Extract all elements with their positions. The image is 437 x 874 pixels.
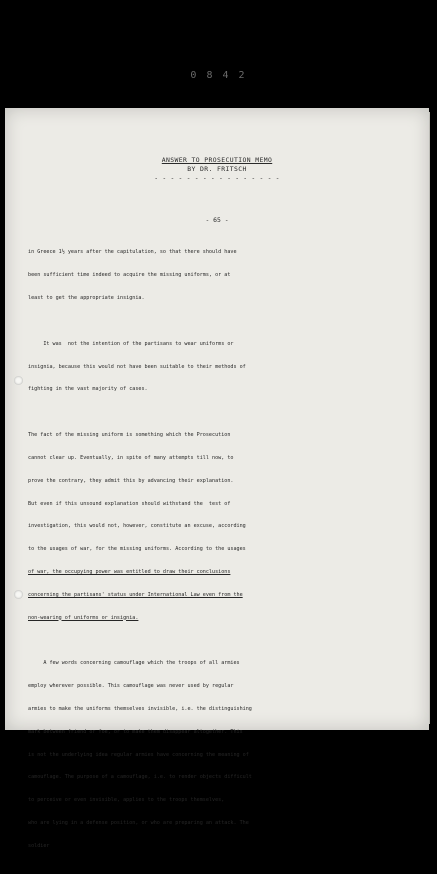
header-author: BY DR. FRITSCH [187,165,247,173]
header-title: ANSWER TO PROSECUTION MEMO [161,156,273,164]
text-line: to the usages of war, for the missing uniforms. According to the usages [28,546,246,553]
text-line: insignia, because this would not have been suitable to their methods of [28,363,246,370]
underlined-text-line: non-wearing of uniforms or insignia. [28,614,139,621]
text-line: fighting in the vast majority of cases. [28,386,148,393]
punch-hole [14,376,23,385]
text-line: It was not the intention of the partisans to wear uniforms or [28,340,234,347]
document-page [5,108,429,849]
text-line: is not the underlying idea regular armies have concerning the meaning of [28,751,249,758]
microfilm-frame-number: 0 8 4 2 [190,70,247,81]
text-line: cannot clear up. Eventually, in spite of many attempts till now, to [28,455,234,462]
text-line: The fact of the missing uniform is something which the Prosecution [28,432,231,439]
page-number: - 65 - [205,216,229,224]
text-line: mark between friend or foe, or to make them disappear altogether. This [28,728,243,735]
text-line: armies to make the uniforms themselves invisible, i.e. the distinguishing [28,706,252,713]
text-line: camouflage. The purpose of a camouflage, i.e. to render objects difficult [28,774,252,781]
text-line: to perceive or even invisible, applies to the troops themselves, [28,797,225,804]
text-line: who are lying in a defense position, or who are preparing an attack. The [28,819,249,826]
text-line: been sufficient time indeed to acquire the missing uniforms, or at [28,271,231,278]
text-line: A few words concerning camouflage which the troops of all armies [28,660,240,667]
text-line: employ wherever possible. This camouflage was never used by regular [28,683,234,690]
paragraph-4 [28,645,388,865]
underlined-text-line: of war, the occupying power was entitled to draw their conclusions [28,568,231,575]
text-line: least to get the appropriate insignia. [28,294,145,301]
text-line: soldier [28,842,50,849]
paragraph-2 [28,326,388,410]
punch-hole [14,590,23,599]
text-line: investigation, this would not, however, constitute an excuse, according [28,523,246,530]
document-header [5,156,429,183]
text-line: prove the contrary, they admit this by advancing their explanation. [28,477,234,484]
header-rule: - - - - - - - - - - - - - - - - [154,174,280,182]
text-line: But even if this unsound explanation should withstand the test of [28,500,231,507]
text-line: in Greece 1½ years after the capitulation, so that there should have [28,249,237,256]
underlined-text-line: concerning the partisans' status under International Law even from the [28,591,243,598]
document-body [28,234,388,874]
paragraph-3 [28,417,388,637]
paragraph-1 [28,234,388,318]
